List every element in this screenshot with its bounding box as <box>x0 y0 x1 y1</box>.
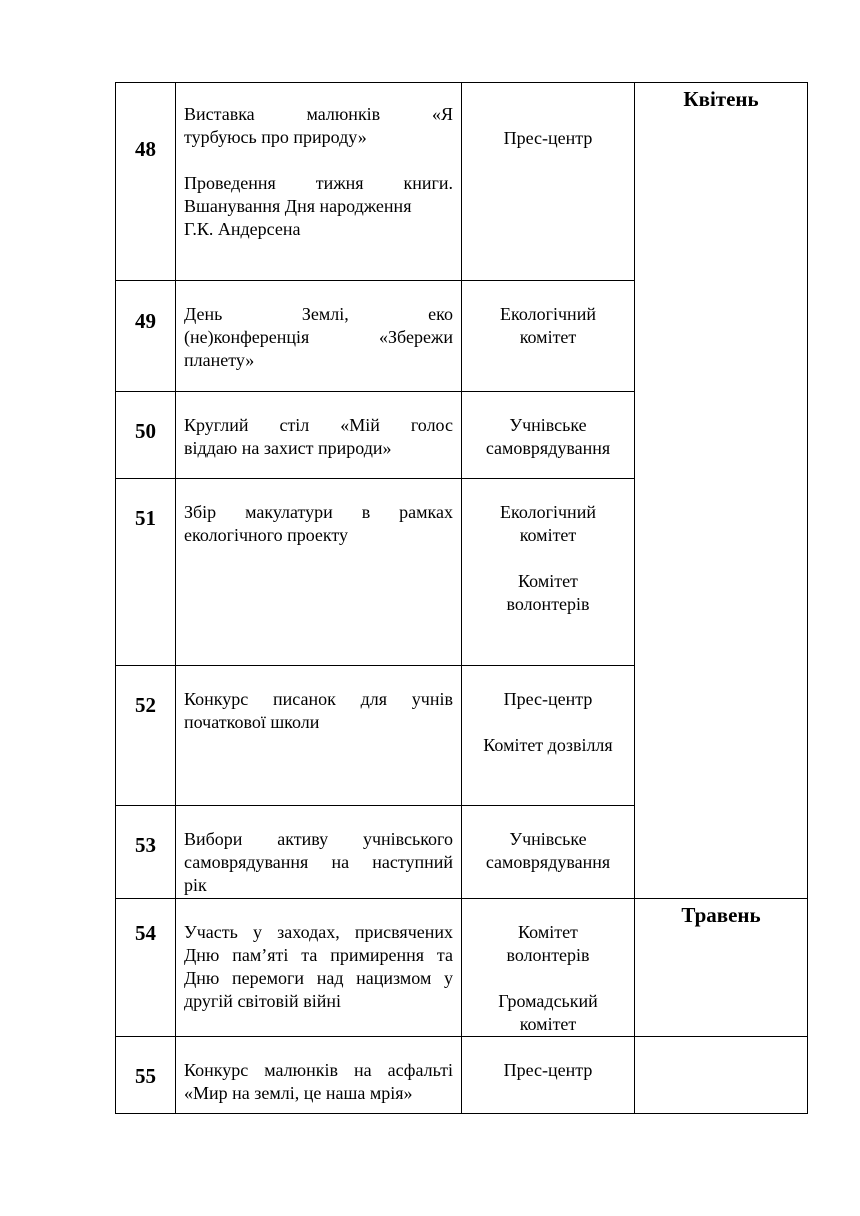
responsible-cell <box>462 479 635 666</box>
month-empty <box>635 1037 807 1041</box>
month-may: Травень <box>681 903 761 927</box>
event-line: Конкурс малюнків на асфальті <box>184 1060 453 1080</box>
responsible-line: самоврядування <box>485 852 611 872</box>
row-number-cell <box>116 666 176 806</box>
responsible-line: комітет <box>519 1014 577 1034</box>
event-line: Дню перемоги над нацизмом у <box>184 968 453 988</box>
responsible-cell <box>462 281 635 392</box>
row-number: 51 <box>135 506 156 530</box>
event-line: турбуюсь про природу» <box>184 127 367 147</box>
responsible-line <box>462 547 634 570</box>
responsible-line: Прес-центр <box>503 1060 593 1080</box>
event-cell <box>176 83 462 281</box>
event-line: «Мир на землі, це наша мрія» <box>184 1083 413 1103</box>
row-number: 48 <box>135 137 156 161</box>
responsible-line <box>462 711 634 734</box>
row-number: 53 <box>135 833 156 857</box>
event-cell <box>176 479 462 666</box>
event-line <box>176 149 461 172</box>
event-line: початкової школи <box>184 712 320 732</box>
event-line: Участь у заходах, присвячених <box>184 922 453 942</box>
responsible-line: комітет <box>519 327 577 347</box>
event-line: Круглий стіл «Мій голос <box>184 415 453 435</box>
responsible-line: Екологічний <box>500 304 596 324</box>
responsible-line: Учнівське <box>509 829 587 849</box>
month-empty-cell <box>635 1037 808 1114</box>
row-number-cell <box>116 392 176 479</box>
responsible-line: комітет <box>519 525 577 545</box>
responsible-cell <box>462 392 635 479</box>
responsible-line: волонтерів <box>506 945 590 965</box>
responsible-line: Комітет <box>518 922 578 942</box>
event-cell <box>176 392 462 479</box>
month-april-cell <box>635 83 808 899</box>
month-april: Квітень <box>683 87 759 111</box>
event-cell <box>176 666 462 806</box>
event-line: Вшанування Дня народження <box>184 196 412 216</box>
responsible-line: Прес-центр <box>503 689 593 709</box>
responsible-cell <box>462 83 635 281</box>
row-number-cell <box>116 806 176 899</box>
event-line: екологічного проекту <box>184 525 349 545</box>
row-number: 50 <box>135 419 156 443</box>
event-line: Вибори активу учнівського <box>184 829 453 849</box>
responsible-line: Комітет дозвілля <box>483 735 613 755</box>
responsible-line: Учнівське <box>509 415 587 435</box>
row-number-cell <box>116 899 176 1037</box>
event-cell <box>176 806 462 899</box>
event-line: (не)конференція «Збережи <box>184 327 453 347</box>
event-cell <box>176 899 462 1037</box>
responsible-line: Прес-центр <box>503 128 593 148</box>
responsible-cell <box>462 666 635 806</box>
event-line: Виставка малюнків «Я <box>184 104 453 124</box>
row-number-cell <box>116 1037 176 1114</box>
table-row <box>116 83 808 281</box>
row-number: 52 <box>135 693 156 717</box>
row-number-cell <box>116 479 176 666</box>
responsible-line: волонтерів <box>506 594 590 614</box>
row-number-cell <box>116 281 176 392</box>
responsible-line: Комітет <box>518 571 578 591</box>
event-line: Конкурс писанок для учнів <box>184 689 453 709</box>
responsible-line <box>462 967 634 990</box>
row-number: 54 <box>135 921 156 945</box>
event-line: Проведення тижня книги. <box>184 173 453 193</box>
responsible-cell <box>462 806 635 899</box>
responsible-line: Екологічний <box>500 502 596 522</box>
event-line: віддаю на захист природи» <box>184 438 392 458</box>
event-line: другій світовій війні <box>184 991 341 1011</box>
event-line: День Землі, еко <box>184 304 453 324</box>
event-line: Дню пам’яті та примирення та <box>184 945 453 965</box>
event-line: Г.К. Андерсена <box>184 219 301 239</box>
row-number-cell <box>116 83 176 281</box>
month-may-cell <box>635 899 808 1037</box>
responsible-cell <box>462 1037 635 1114</box>
event-cell <box>176 1037 462 1114</box>
row-number: 49 <box>135 309 156 333</box>
event-cell <box>176 281 462 392</box>
responsible-line: Громадський <box>498 991 598 1011</box>
event-line: Збір макулатури в рамках <box>184 502 453 522</box>
plan-table <box>115 82 808 1114</box>
event-line: планету» <box>184 350 255 370</box>
event-line: рік <box>184 875 207 895</box>
responsible-line: самоврядування <box>485 438 611 458</box>
table-row <box>116 899 808 1037</box>
event-line: самоврядування на наступний <box>184 852 453 872</box>
row-number: 55 <box>135 1064 156 1088</box>
responsible-cell <box>462 899 635 1037</box>
table-row <box>116 1037 808 1114</box>
